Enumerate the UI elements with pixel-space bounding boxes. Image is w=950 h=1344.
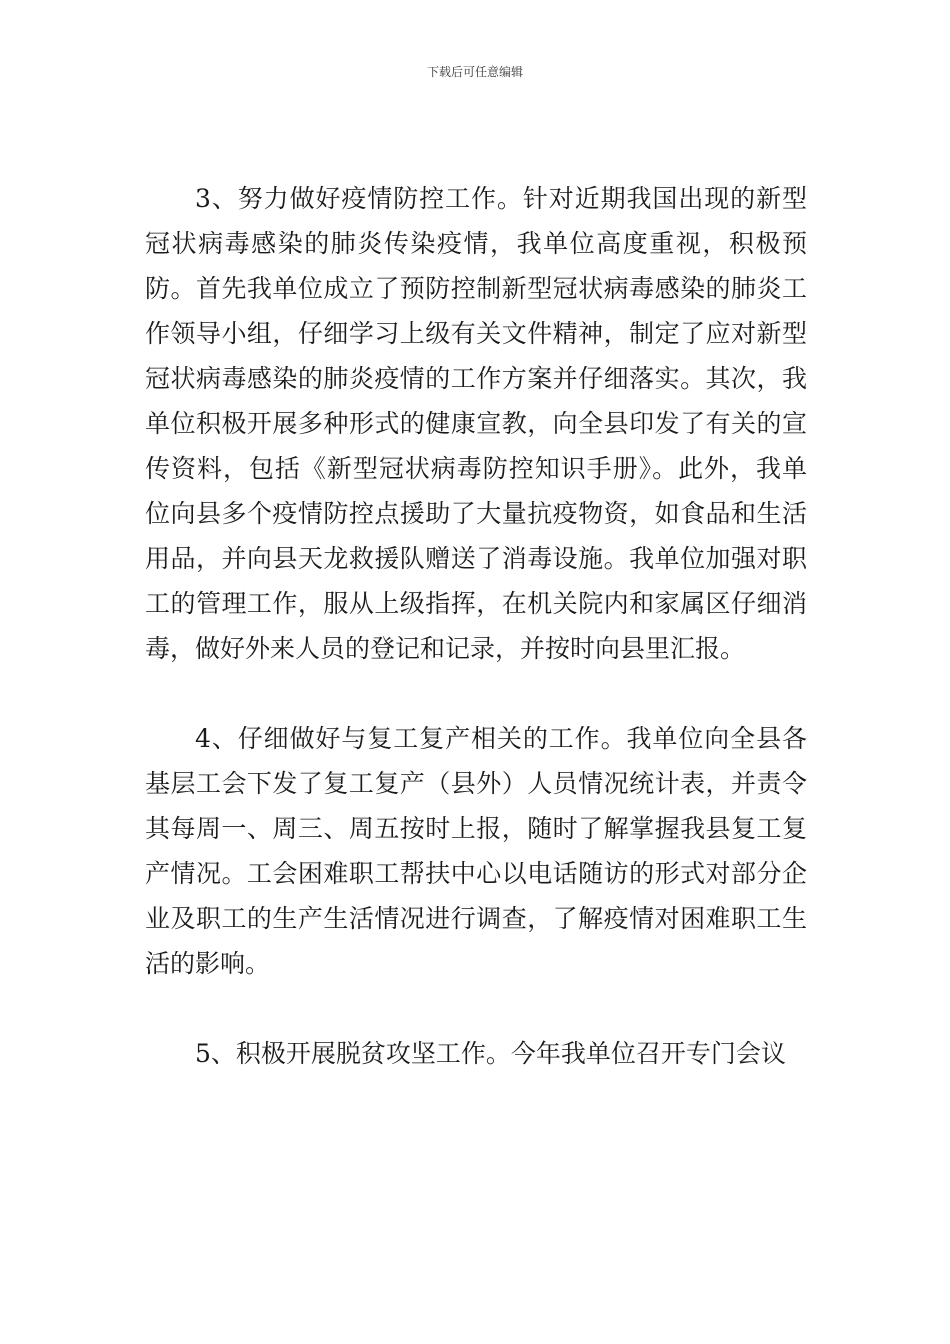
paragraph-resume-work: 4、仔细做好与复工复产相关的工作。我单位向全县各基层工会下发了复工复产（县外）人员情况统计表，并责令其每周一、周三、周五按时上报，随时了解掌握我县复工复产情况。工会困难职工帮扶中心以电话随访的形式对部分企业及职工的生产生活情况进行调查，了解疫情对困难职工生活的影响。: [145, 724, 807, 978]
document-body: [145, 176, 807, 1076]
page-header-note: 下载后可任意编辑: [426, 65, 523, 79]
paragraph-poverty-alleviation: 5、积极开展脱贫攻坚工作。今年我单位召开专门会议: [195, 1039, 786, 1068]
paragraph-epidemic-prevention: 3、努力做好疫情防控工作。针对近期我国出现的新型冠状病毒感染的肺炎传染疫情，我单位高度重视，积极预防。首先我单位成立了预防控制新型冠状病毒感染的肺炎工作领导小组，仔细学习上级有关文件精神，制定了应对新型冠状病毒感染的肺炎疫情的工作方案并仔细落实。其次，我单位积极开展多种形式的健康宣教，向全县印发了有关的宣传资料，包括《新型冠状病毒防控知识手册》。此外，我单位向县多个疫情防控点援助了大量抗疫物资，如食品和生活用品，并向县天龙救援队赠送了消毒设施。我单位加强对职工的管理工作，服从上级指挥，在机关院内和家属区仔细消毒，做好外来人员的登记和记录，并按时向县里汇报。: [145, 184, 807, 663]
